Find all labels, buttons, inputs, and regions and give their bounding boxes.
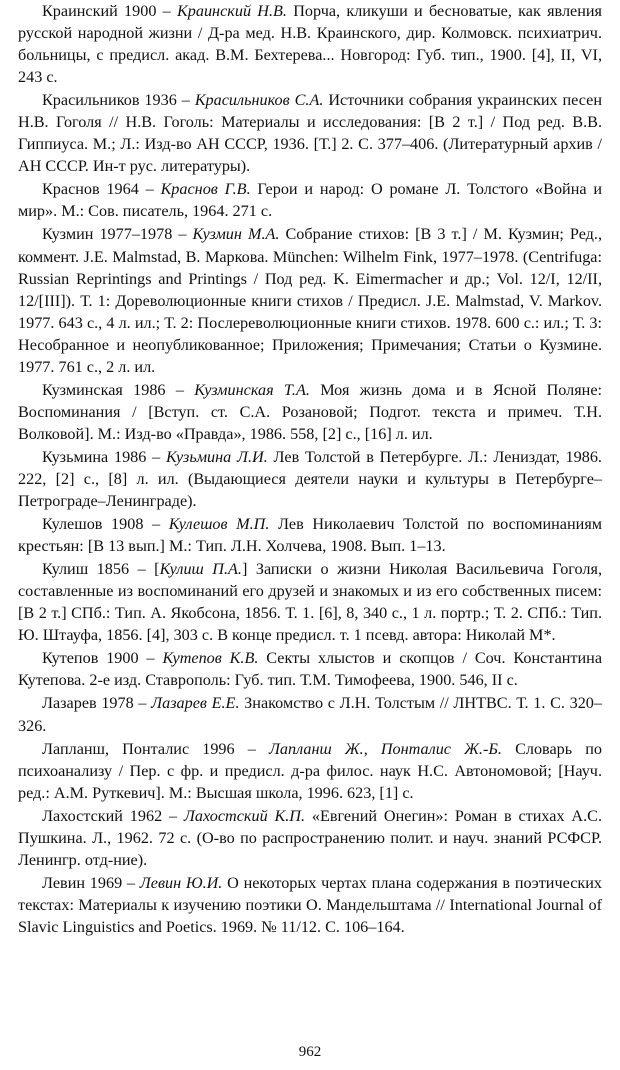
bibliography-entry [18,88,602,177]
bibliography-entry [18,804,602,871]
bibliography-entry [18,378,602,445]
entry-key: Лахостский 1962 [42,806,163,825]
bibliography-entry [18,0,602,88]
entry-text: Герои и народ: О романе Л. Толстого «Война и мир». М.: Сов. писатель, 1964. 271 с. [18,180,603,221]
entry-text: Словарь по психоанализу / Пер. с фр. и предисл. д-ра филос. наук Н.С. Автономовой; [Науч. ред.: А.М. Руткевич]. М.: Высшая школа, 1996. 623, [1] с. [18,739,602,802]
entry-separator: – [172,225,193,244]
entry-separator: – [138,649,163,668]
entry-key: Кулиш 1856 [42,560,130,579]
entry-text: О некоторых чертах плана содержания в поэтических текстах: Материалы к изучению поэтики О. Мандельштама // International Journal of Slavic Linguistics and Poetics. 1969. № 11/12. С. 106–164. [18,873,603,936]
entry-author: Кутепов К.В. [162,649,259,668]
entry-separator: – [143,515,169,534]
entry-author: Кулешов М.П. [168,515,270,534]
entry-key: Кулешов 1908 [42,515,144,534]
entry-author: Краснов Г.В. [160,180,251,199]
bibliography-page [18,0,602,938]
entry-author: Кузминская Т.А. [194,380,310,399]
entry-separator: – [165,380,195,399]
entry-key: Красильников 1936 [42,91,177,110]
entry-text: Лев Толстой в Петербурге. Л.: Лениздат, 1986. 222, [2] с., [8] л. ил. (Выдающиеся деятели науки и культуры в Петербурге–Петрограде–Ленинграде). [18,447,602,511]
entry-author: Лазарев Е.Е. [151,694,240,713]
entry-key: Краснов 1964 [42,180,139,199]
entry-author: Лапланш Ж., Понталис Ж.-Б. [268,739,502,758]
entry-author: Краинский Н.В. [177,2,287,20]
entry-key: Лазарев 1978 [42,694,134,713]
entry-author: Лахостский К.П. [183,806,306,825]
entry-text: Лев Николаевич Толстой по воспоминаниям крестьян: [В 13 вып.] М.: Тип. Л.Н. Холчева, 1908. Вып. 1–13. [18,515,603,556]
bibliography-entry [18,691,602,736]
bibliography-entry [18,512,602,557]
entry-key: Лапланш, Понталис 1996 [42,739,235,758]
entry-separator: – [122,873,140,892]
entry-text: Порча, кликуши и бесноватые, как явления русской народной жизни / Д-ра мед. Н.В. Краинского, дир. Колмовск. психиатрич. больницы, с предисл. акад. В.М. Бехтерева... Новгород: Губ. тип., 1900. [4], II, VI, 243 с. [18,2,602,87]
entry-author: Красильников С.А. [194,91,324,110]
entry-key: Кузьмина 1986 [42,447,147,466]
entry-separator: – [162,806,184,825]
bibliography-entry [18,177,602,222]
entry-key: Левин 1969 [42,873,123,892]
entry-separator: – [176,91,195,110]
entry-key: Краинский 1900 [42,2,157,20]
page-number: 962 [298,1044,322,1060]
bibliography-entry [18,737,602,804]
entry-text: ] Записки о жизни Николая Васильевича Гоголя, составленные из воспоминаний его друзей и знакомых и из его собственных писем: [В 2 т.] СПб.: Тип. А. Якобсона, 1856. Т. 1. [6], 8, 340 с., 1 л. портр.; Т. 2. СПб.: Тип. Ю. Штауфа, 1856. [4], 303 с. В конце предисл. т. 1 псевд. автора: Николай М*. [18,560,602,645]
entry-author: Кулиш П.А. [159,560,242,579]
entry-key: Кузмин 1977–1978 [42,225,173,244]
entry-separator: – [146,447,166,466]
entry-text: Моя жизнь дома и в Ясной Поляне: Воспоминания / [Вступ. ст. С.А. Розановой; Подгот. текста и примеч. Т.Н. Волковой]. М.: Изд-во «Правда», 1986. 558, [2] с., [16] л. ил. [18,380,603,443]
entry-separator: – [138,180,161,199]
entry-separator: – [234,739,269,758]
entry-separator: – [156,2,178,20]
bibliography-entry [18,222,602,377]
bibliography-entry [18,557,602,646]
bibliography-entry [18,646,602,691]
entry-separator: – [133,694,152,713]
entry-text: Собрание стихов: [В 3 т.] / М. Кузмин; Ред., коммент. J.E. Malmstad, В. Маркова. München: Wilhelm Fink, 1977–1978. (Centrifuga: Russian Reprintings and Printings / Под ред. K. Eimermacher и др.; Vol. 12/I, 12/II, 12/[III]). Т. 1: Дореволюционные книги стихов / Предисл. J.E. Malmstad, V. Markov. 1977. 643 с., 4 л. ил.; Т. 2: Послереволюционные книги стихов. 1978. 600 с.: ил.; Т. 3: Несобранное и неопубликованное; Приложения; Примечания; Статьи о Кузмине. 1977. 761 с., 2 л. ил. [18,225,603,376]
bibliography-entry [18,445,602,512]
entry-author: Кузмин М.А. [192,225,280,244]
entry-separator: – [ [129,560,160,579]
entry-text: Источники собрания украинских песен Н.В. Гоголя // Н.В. Гоголь: Материалы и исследования: [В 2 т.] / Под ред. В.В. Гиппиуса. М.; Л.: Изд-во АН СССР, 1936. [Т.] 2. С. 377–406. (Литературный архив / АН СССР. Ин-т рус. литературы). [18,91,602,176]
entry-author: Левин Ю.И. [139,873,223,892]
entry-author: Кузьмина Л.И. [166,447,268,466]
entry-text: Знакомство с Л.Н. Толстым // ЛНТВС. Т. 1. С. 320–326. [18,694,602,735]
bibliography-entry [18,871,602,938]
entry-text: «Евгений Онегин»: Роман в стихах А.С. Пушкина. Л., 1962. 72 с. (О-во по распространению полит. и науч. знаний РСФСР. Ленингр. отд-ние). [18,806,602,869]
entry-text: Секты хлыстов и скопцов / Соч. Константина Кутепова. 2-е изд. Ставрополь: Губ. тип. Т.М. Тимофеева, 1900. 546, II с. [18,649,603,690]
entry-key: Кузминская 1986 [42,380,166,399]
entry-key: Кутепов 1900 [42,649,139,668]
